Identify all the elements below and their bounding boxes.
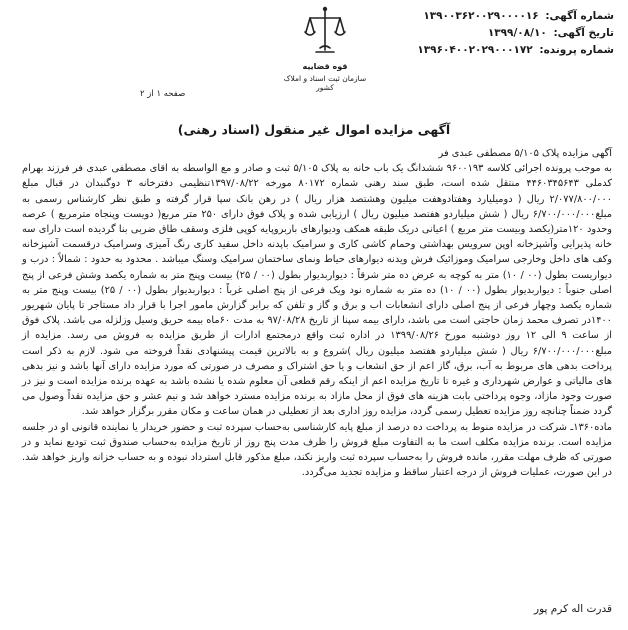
- judiciary-emblem: [283, 4, 367, 92]
- signature: قدرت اله کرم پور: [534, 603, 612, 615]
- case-number-row: [384, 42, 614, 59]
- notice-date-row: [384, 25, 614, 42]
- document-body: [22, 146, 612, 480]
- document-title: آگهی مزایده اموال غیر منقول (اسناد رهنی): [177, 122, 451, 137]
- case-number: ۱۳۹۶۰۴۰۰۲۰۲۹۰۰۰۱۷۲: [417, 44, 533, 56]
- notice-number-label: شماره آگهی:: [545, 10, 614, 22]
- paragraph: آگهی مزایده پلاک ۵/۱۰۵ مصطفی عبدی فر: [438, 148, 612, 159]
- notice-number-row: [384, 8, 614, 25]
- notice-number: ۱۳۹۰۰۳۶۲۰۰۲۹۰۰۰۰۱۶: [423, 10, 539, 22]
- paragraph: به موجب پرونده اجرائی کلاسه ۹۶۰۰۱۹۳ ششدانگ یک باب خانه به پلاک ۵/۱۰۵ ثبت و صادر و مع الواسطه به اقای مصطفی عبدی فر فرزند بهرام کدملی ۴۴۶۰۳۴۵۶۴۳ منتقل شده است، طبق سند رهنی شماره ۸۰۱۷۲ مورخه ۱۳۹۷/۰۸/۲۲تنظیمی دفترخانه ۳ دوگنبدان در قبال مبلغ ۲/۰۷۷/۸۰۰/۰۰۰ ریال ( دومیلیارد وهفتادوهفت میلیون وهشتصد هزار ریال ) در رهن بانک سپا قرار گرفته و طبق نظر کارشناس رسمی به مبلغ۶/۷۰۰/۰۰۰/۰۰۰ ریال ( شش میلیاردو هفتصد میلیون ریال ) ارزیابی شده و پلاک فوق دارای ۲۵۰ متر مربع( دویست وپنجاه مترمربع ) عرصه وحدود ۱۲۰متر(یکصد وبیست متر مربع ) اعیانی دریک طبقه همکف ودیوارهای باربروپایه کوپی فلزی وسقف طاق ضربی بنا گردیده است دارای سه خانه پذیرایی وآشپزخانه اوپن سرویس بهداشتی وحمام کاشی کاری و سرامیک باپدنه داخل سفید کاری رنگ آمیزی وسرامیک درقسمت آشپزخانه وکف های داخل وخارجی سرامیک وموزائیک فرش ویدنه دیوارهای حیاط ونمای ساختمان سرامیک وسنگ میباشد . محدود به حدود : شمالاً : درب و دیواریست بطول (۰۰ / ۱۰) متر به کوچه به عرض ده متر شرقاً : دیواربدیوار بطول (۰۰ / ۲۵) بیست وپنج متر به شماره یکصد وشش فرعی از پنج اصلی جنوباً : دیواربدیوار بطول (۰۰ / ۱۰) ده متر به شماره نود ویک فرعی از پنج اصلی غرباً : دیواربدیوار بطول (۰۰ / ۲۵) بیست وپنج متر به شماره یکصد وچهار فرعی از پنج اصلی دارای انشعابات اب و برق و گاز و تلفن که برابر گزارش مامور اجرا با قرار داد مستاجر تا پایان شهریور ۱۴۰۰در تصرف محمد زمان حاجتی است می باشد، دارای بیمه سپنا از تاریخ ۹۷/۰۸/۲۸ به مدت ۶۰ماه بیمه حریق وسیل وزلزله می باشد. پلاک فوق از ساعت ۹ الی ۱۲ روز دوشنبه مورخ ۱۳۹۹/۰۸/۲۶ در اداره ثبت واقع درمجتمع ادارات از طریق مزایده به فروش می رسد. مزایده از مبلغ۶/۷۰۰/۰۰۰/۰۰۰ ریال ( شش میلیاردو هفتصد میلیون ریال )شروع و به بالاترین قیمت پیشنهادی نقداً فروخته می شود. لازم به ذکر است پرداخت بدهی های مربوط به آب، برق، گاز اعم از حق انشعاب و یا حق اشتراک و مصرف در صورتی که مورد مزایده دارای آنها باشد و نیز بدهی های مالیاتی و عوارض شهرداری و غیره تا تاریخ مزایده اعم از اینکه رقم قطعی آن معلوم شده یا نشده باشد به عهده برنده مزایده است و نیز در صورت وجود مازاد، وجوه پرداختی بابت هزینه های فوق از محل مازاد به برنده مزایده مسترد خواهد شد و نیم عشر و حق مزایده نقداً وصول می گردد ضمناً چنانچه روز مزایده تعطیل رسمی گردد، مزایده روز اداری بعد از تعطیلی در همان ساعت و مکان مقرر برگزار خواهد شد.: [22, 163, 613, 418]
- scales-of-justice-icon: [302, 4, 348, 60]
- notice-date-label: تاریخ آگهی:: [553, 27, 614, 39]
- notice-metadata: [384, 8, 614, 59]
- emblem-line-1: قوه قضاییه: [302, 62, 348, 71]
- paragraph: ماده۱۳۶۰ـ شرکت در مزایده منوط به پرداخت ده درصد از مبلغ پایه کارشناسی به‌حساب سپرده ثبت و حضور خریدار یا نماینده قانونی او در جلسه مزایده است. برنده مزایده مکلف است ما به التفاوت مبلغ فروش را ظرف مدت پنج روز از تاریخ مزایده به‌حساب صندوق ثبت تودیع نماید و در صورتی که ظرف مهلت مقرر، مانده فروش را به‌حساب سپرده ثبت واریز نکند، مبلغ مذکور قابل استرداد نبوده و به حساب خزانه واریز خواهد شد. در این صورت، عملیات فروش از درجه اعتبار ساقط و مزایده تجدید می‌گردد.: [22, 421, 612, 479]
- page-number: صفحه ۱ از ۲: [140, 89, 186, 99]
- emblem-line-2: سازمان ثبت اسناد و املاک کشور: [283, 74, 367, 92]
- case-number-label: شماره پرونده:: [539, 44, 614, 56]
- notice-date: ۱۳۹۹/۰۸/۱۰: [487, 27, 547, 39]
